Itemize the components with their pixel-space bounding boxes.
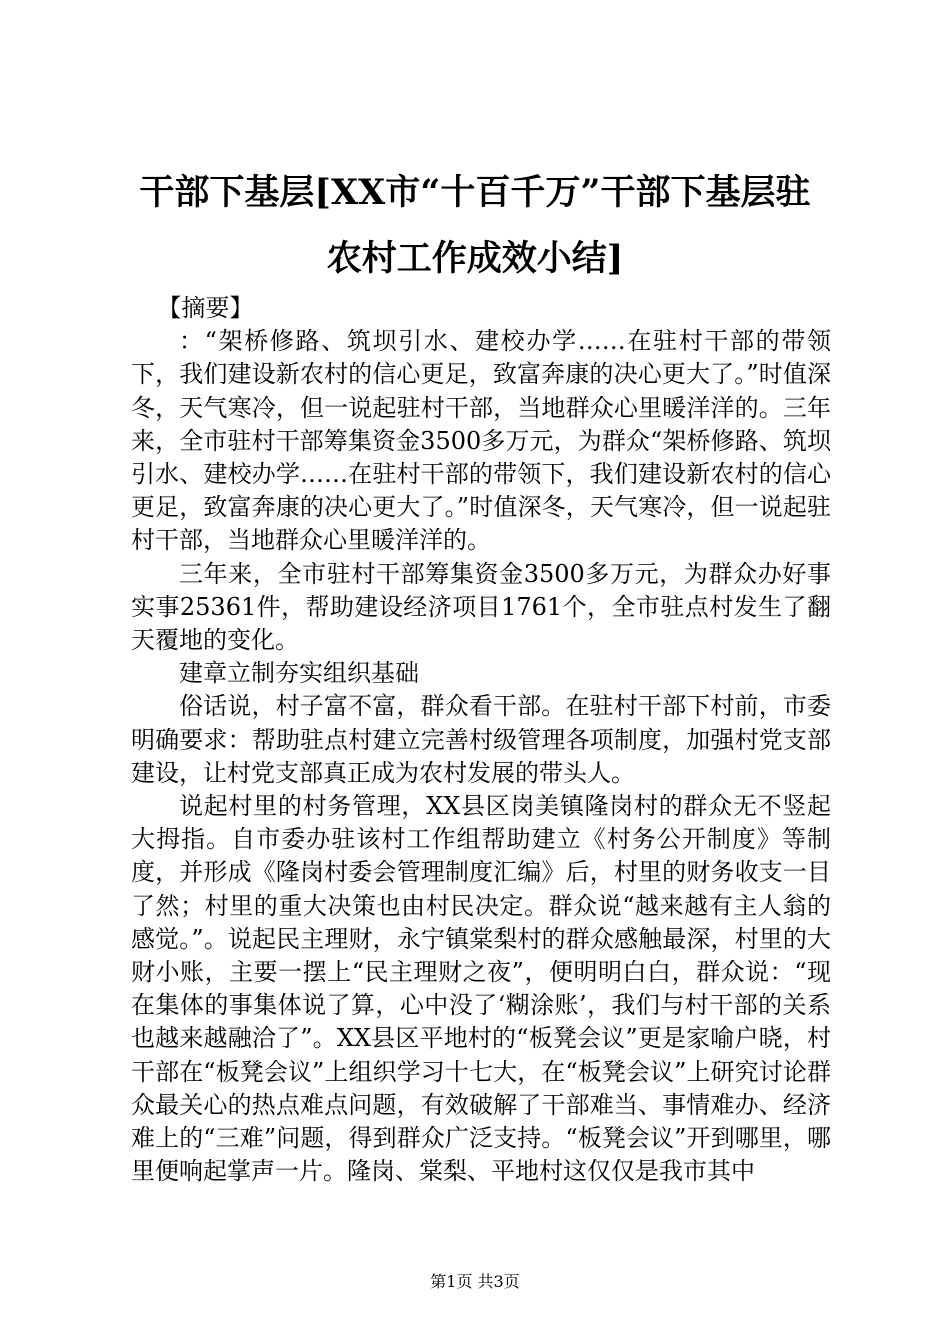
paragraph: ：“架桥修路、筑坝引水、建校办学……在驻村干部的带领下，我们建设新农村的信心更足，致富奔康的决心更大了。”时值深冬，天气寒冷，但一说起驻村干部，当地群众心里暖洋洋的。三年来，全市驻村干部筹集资金3500多万元，为群众“架桥修路、筑坝引水、建校办学……在驻村干部的带领下，我们建设新农村的信心更足，致富奔康的决心更大了。”时值深冬，天气寒冷，但一说起驻村干部，当地群众心里暖洋洋的。 xyxy=(131,327,831,555)
paragraph: 俗话说，村子富不富，群众看干部。在驻村干部下村前，市委明确要求：帮助驻点村建立完善村级管理各项制度，加强村党支部建设，让村党支部真正成为农村发展的带头人。 xyxy=(131,692,831,787)
paragraph: 三年来，全市驻村干部筹集资金3500多万元，为群众办好事实事25361件，帮助建设经济项目1761个，全市驻点村发生了翻天覆地的变化。 xyxy=(131,559,831,655)
paragraph: 说起村里的村务管理，XX县区岗美镇隆岗村的群众无不竖起大拇指。自市委办驻该村工作组帮助建立《村务公开制度》等制度，并形成《隆岗村委会管理制度汇编》后，村里的财务收支一目了然；村里的重大决策也由村民决定。群众说“越来越有主人翁的感觉。”。说起民主理财，永宁镇棠梨村的群众感触最深，村里的大财小账，主要一摆上“民主理财之夜”，便明明白白，群众说：“现在集体的事集体说了算，心中没了‘糊涂账’，我们与村干部的关系也越来越融洽了”。XX县区平地村的“板凳会议”更是家喻户晓，村干部在“板凳会议”上组织学习十七大，在“板凳会议”上研究讨论群众最关心的热点难点问题，有效破解了干部难当、事情难办、经济难上的“三难”问题，得到群众广泛支持。“板凳会议”开到哪里，哪里便响起掌声一片。隆岗、棠梨、平地村这仅仅是我市其中 xyxy=(131,792,831,1186)
abstract-label: 【摘要】 xyxy=(157,294,254,322)
document-title xyxy=(110,160,840,292)
page-footer: 第1页 共3页 xyxy=(430,1272,520,1291)
title-line-2: 农村工作成效小结] xyxy=(326,238,624,279)
document-body xyxy=(131,292,831,1188)
section-heading: 建章立制夯实组织基础 xyxy=(179,659,419,688)
title-line-1: 干部下基层[XX市“十百千万”干部下基层驻 xyxy=(139,172,811,213)
